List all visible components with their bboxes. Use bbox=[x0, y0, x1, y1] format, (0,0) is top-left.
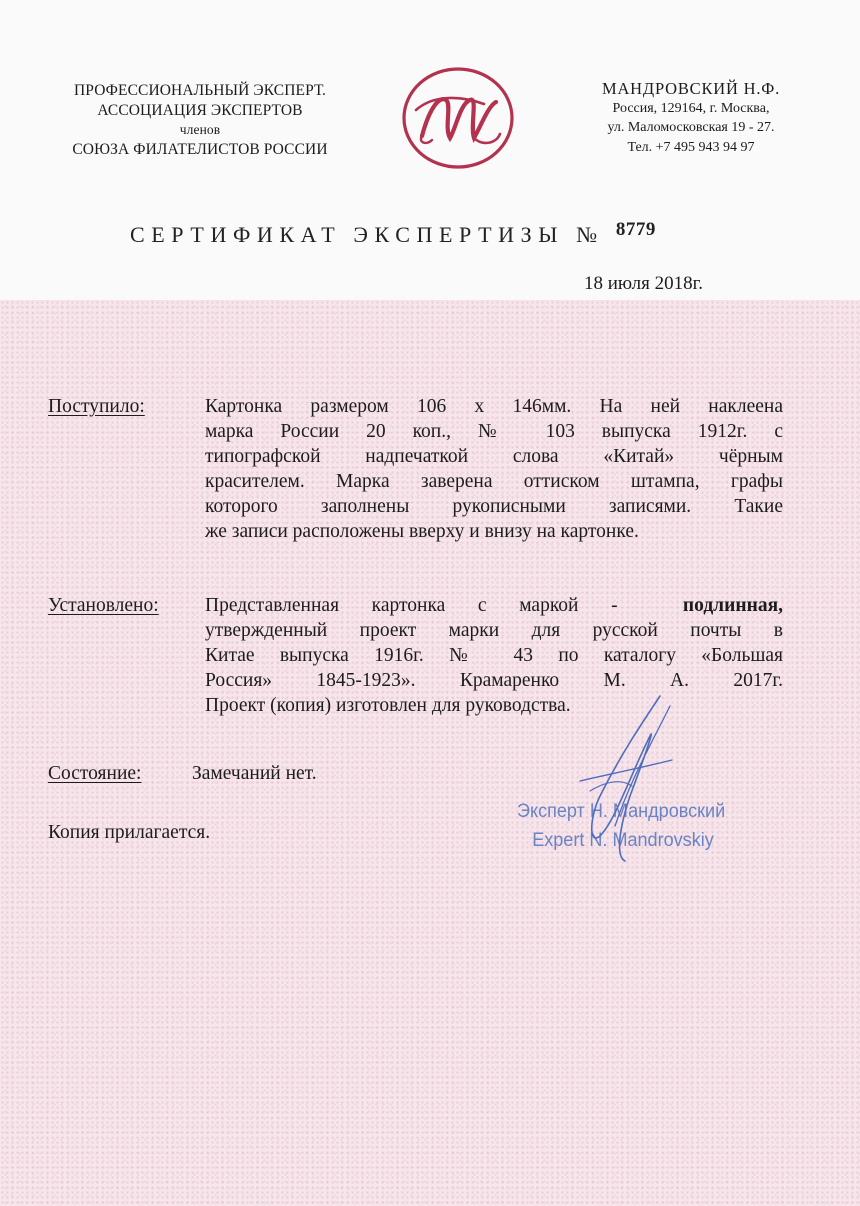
association-line-2: АССОЦИАЦИЯ ЭКСПЕРТОВ bbox=[97, 101, 303, 119]
stamp-line-2: Expert N. Mandrovskiy bbox=[532, 830, 714, 851]
logo-letter: M bbox=[456, 132, 460, 137]
condition-label: Состояние: bbox=[48, 763, 142, 784]
condition-text: Замечаний нет. bbox=[192, 763, 317, 784]
established-line: Проект (копия) изготовлен для руководства. bbox=[205, 695, 571, 716]
certificate-date: 18 июля 2018г. bbox=[584, 273, 704, 294]
title-text: СЕРТИФИКАТ ЭКСПЕРТИЗЫ № bbox=[130, 222, 604, 247]
received-label: Поступило: bbox=[48, 396, 145, 417]
received-line: Картонка размером 106 х 146мм. На ней наклеена bbox=[205, 396, 783, 417]
received-line: марка России 20 коп., № 103 выпуска 1912г. с bbox=[205, 421, 783, 442]
received-text bbox=[205, 394, 783, 544]
established-label: Установлено: bbox=[48, 595, 159, 616]
established-line: Китае выпуска 1916г. № 43 по каталогу «Большая bbox=[205, 645, 783, 666]
established-line: утвержденный проект марки для русской почты в bbox=[205, 620, 783, 641]
verdict-authentic: подлинная, bbox=[682, 595, 783, 616]
established-line-1-text: Представленная картонка с маркой - bbox=[205, 595, 618, 616]
expert-address-2: ул. Маломосковская 19 - 27. bbox=[607, 120, 775, 135]
received-line: же записи расположены вверху и внизу на картонке. bbox=[205, 521, 639, 542]
established-line: Россия» 1845-1923». Крамаренко М. А. 2017г. bbox=[205, 670, 783, 691]
established-line-1 bbox=[205, 593, 783, 618]
monogram-logo-icon bbox=[400, 66, 516, 170]
expert-header bbox=[556, 79, 826, 157]
expert-name: МАНДРОВСКИЙ Н.Ф. bbox=[601, 79, 781, 98]
certificate-title bbox=[130, 219, 656, 248]
certificate-number: 8779 bbox=[615, 219, 656, 240]
expert-address-1: Россия, 129164, г. Москва, bbox=[612, 100, 770, 116]
received-line: типографской надпечаткой слова «Китай» чёрным bbox=[205, 446, 783, 467]
copy-note: Копия прилагается. bbox=[48, 822, 211, 843]
association-line-1: ПРОФЕССИОНАЛЬНЫЙ ЭКСПЕРТ. bbox=[73, 82, 327, 99]
received-line: красителем. Марка заверена оттиском штампа, графы bbox=[205, 471, 783, 492]
association-line-3: членов bbox=[179, 122, 221, 137]
signature-icon bbox=[560, 686, 680, 876]
association-header bbox=[30, 81, 370, 159]
stamp-line-1: Эксперт Н. Мандровский bbox=[517, 801, 726, 822]
association-line-4: СОЮЗА ФИЛАТЕЛИСТОВ РОССИИ bbox=[72, 140, 328, 158]
received-line: которого заполнены рукописными записями. Такие bbox=[205, 496, 783, 517]
expert-phone: Тел. +7 495 943 94 97 bbox=[627, 139, 755, 155]
established-text bbox=[205, 593, 783, 718]
